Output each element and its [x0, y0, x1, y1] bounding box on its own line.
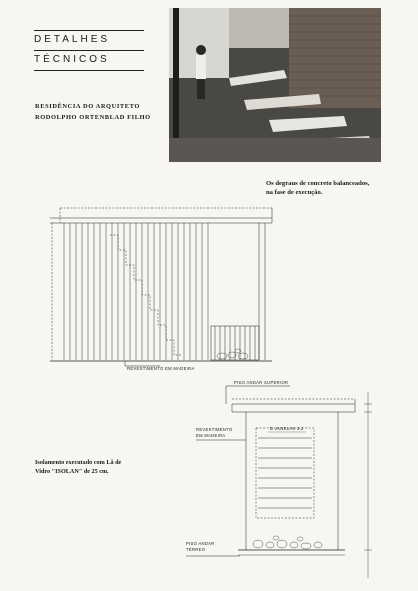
stair-elevation-drawing	[50, 208, 272, 366]
label-floor-top: PISO ANDAR SUPERIOR	[234, 380, 289, 385]
insulation-line-1: Isolamento executado com Lã de	[35, 459, 122, 466]
label-ground-2: TÉRREO	[186, 547, 206, 552]
caption-line-1: Os degraus de concreto balanceados,	[266, 180, 370, 187]
subtitle-line-1: RESIDÊNCIA DO ARQUITETO	[35, 103, 140, 110]
subtitle-line-2: RODOLPHO ORTENBLAD FILHO	[35, 114, 151, 121]
stair-section-drawing	[186, 386, 372, 578]
label-ground-1: PISO ANDAR	[186, 541, 215, 546]
insulation-line-2: Vidro "ISOLAN" de 25 cm.	[35, 468, 109, 475]
label-cladding-top: REVESTIMENTO EM MADEIRA	[127, 366, 195, 371]
label-window: D JANELAS 3.2	[270, 426, 304, 431]
caption-line-2: na fase de execução.	[266, 189, 323, 196]
insulation-note	[35, 458, 175, 476]
title-line-2: TÉCNICOS	[34, 50, 144, 71]
label-cladding-bottom-1: REVESTIMENTO	[196, 427, 233, 432]
label-cladding-bottom-2: EM MADEIRA	[196, 433, 226, 438]
title-line-1: DETALHES	[34, 30, 144, 50]
